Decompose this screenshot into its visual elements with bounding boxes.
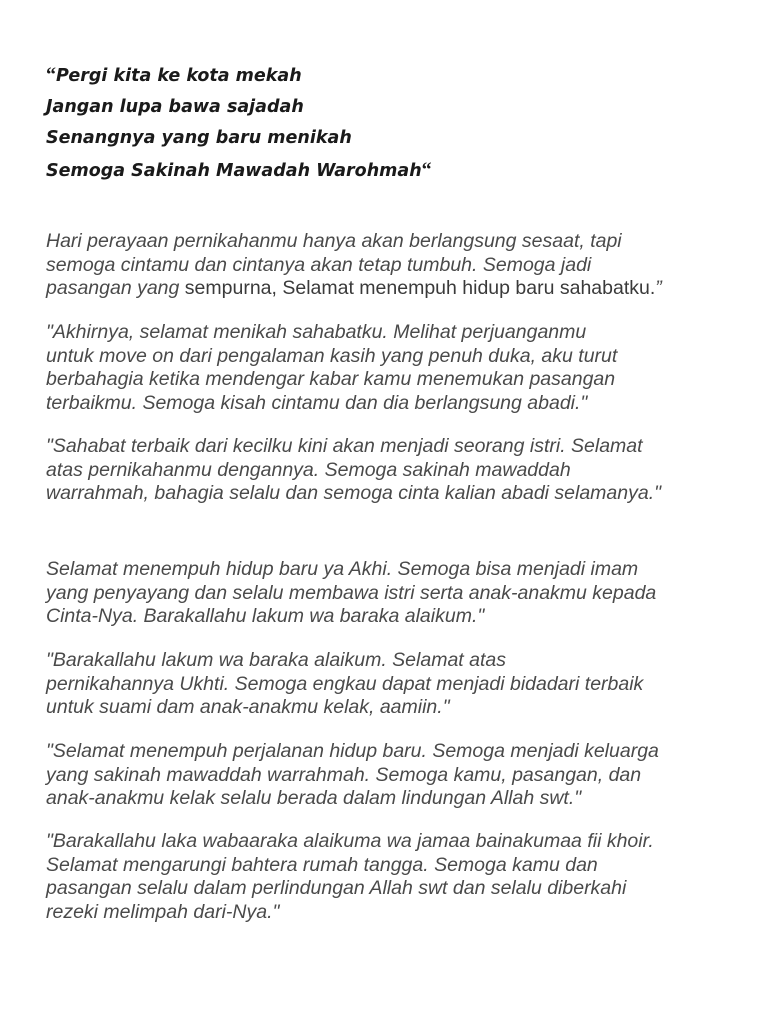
pantun-line [46,62,726,94]
paragraph-line [46,277,736,301]
greeting-paragraph [46,558,736,629]
paragraph-line: "Barakallahu laka wabaaraka alaikuma wa jamaa bainakumaa fii khoir. [46,830,654,852]
pantun-line-text: Pergi kita ke kota mekah [56,66,302,86]
pantun-line: Senangnya yang baru menikah [46,128,352,148]
paragraph-line: atas pernikahanmu dengannya. Semoga sakinah mawaddah [46,458,571,481]
paragraph-line: berbahagia ketika mendengar kabar kamu menemukan pasangan [46,368,616,390]
paragraph-line: "Sahabat terbaik dari kecilku kini akan menjadi seorang istri. Selamat [46,435,643,457]
greeting-paragraph [46,230,736,301]
paragraph-line: pernikahannya Ukhti. Semoga engkau dapat menjadi bidadari terbaik [46,672,644,695]
greeting-paragraph [46,830,736,924]
pantun-verse [46,62,726,188]
close-quote-mark: “ [421,158,432,181]
paragraph-line: Cinta-Nya. Barakallahu lakum wa baraka alaikum." [46,605,485,627]
greeting-paragraph [46,321,736,415]
paragraph-text: pasangan yang [46,277,185,299]
paragraph-line: untuk suami dam anak-anakmu kelak, aamiin." [46,696,450,718]
pantun-line [46,157,726,189]
paragraph-line: pasangan selalu dalam perlindungan Allah swt dan selalu diberkahi [46,877,627,899]
greeting-paragraph [46,649,736,720]
open-quote-mark: “ [46,64,56,86]
paragraph-line: anak-anakmu kelak selalu berada dalam lindungan Allah swt." [46,787,582,809]
paragraph-line: untuk move on dari pengalaman kasih yang penuh duka, aku turut [46,344,618,367]
closing-quote-mark: ” [655,277,662,299]
paragraph-line: "Akhirnya, selamat menikah sahabatku. Melihat perjuanganmu [46,321,587,343]
paragraph-line: yang penyayang dan selalu membawa istri serta anak-anakmu kepada [46,581,657,604]
paragraph-line: semoga cintamu dan cintanya akan tetap tumbuh. Semoga jadi [46,253,592,276]
paragraph-line: rezeki melimpah dari-Nya." [46,900,280,923]
greeting-paragraph [46,740,736,811]
pantun-line-text: Semoga Sakinah Mawadah Warohmah [46,160,422,181]
paragraph-line: warrahmah, bahagia selalu dan semoga cinta kalian abadi selamanya." [46,482,662,504]
paragraph-text-upright: sempurna, Selamat menempuh hidup baru sahabatku. [184,277,656,299]
greeting-paragraph [46,435,736,506]
paragraph-line: Hari perayaan pernikahanmu hanya akan berlangsung sesaat, tapi [46,230,622,252]
pantun-line: Jangan lupa bawa sajadah [46,96,304,117]
paragraph-line: Selamat menempuh hidup baru ya Akhi. Semoga bisa menjadi imam [46,558,639,580]
paragraph-line: Selamat mengarungi bahtera rumah tangga. Semoga kamu dan [46,853,598,876]
paragraph-line: "Barakallahu lakum wa baraka alaikum. Selamat atas [46,649,506,671]
paragraph-line: "Selamat menempuh perjalanan hidup baru. Semoga menjadi keluarga [46,740,659,762]
paragraph-line: yang sakinah mawaddah warrahmah. Semoga kamu, pasangan, dan [46,763,642,786]
paragraph-line: terbaikmu. Semoga kisah cintamu dan dia berlangsung abadi." [46,391,588,414]
